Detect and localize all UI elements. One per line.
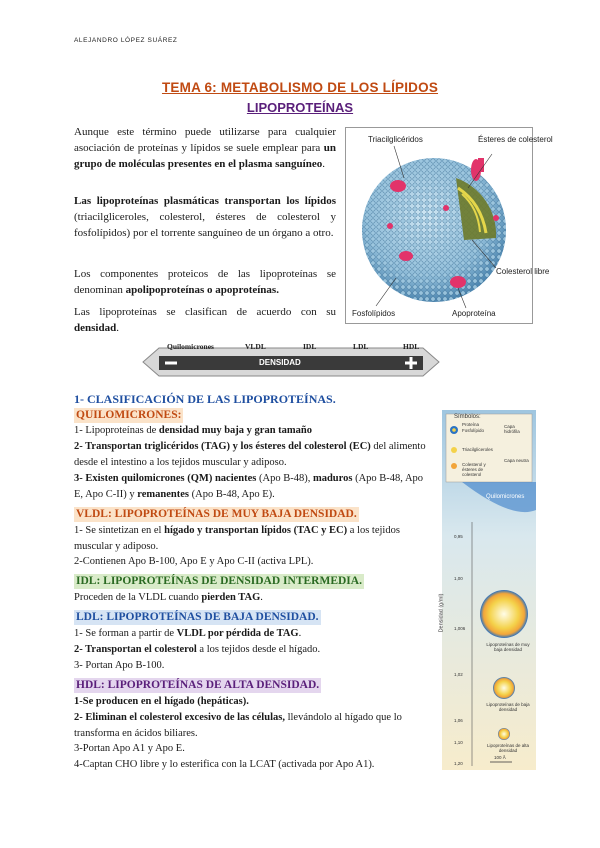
legend-capa-neutra: Capa neutra xyxy=(504,458,529,463)
label-fosfolipidos: Fosfolípidos xyxy=(352,309,396,318)
page-title: TEMA 6: METABOLISMO DE LOS LÍPIDOS xyxy=(161,80,439,95)
density-label-vldl: VLDL xyxy=(245,342,266,351)
intro-paragraph-1: Aunque este término puede utilizarse para cualquier asociación de proteínas y lípidos se suele emplear para un grupo de moléculas presentes en el plasma sanguíneo. xyxy=(74,126,336,170)
legend-title: Símbolos: xyxy=(454,414,481,420)
tick-120: 1,20 xyxy=(454,761,463,766)
tick-100: 1,00 xyxy=(454,576,463,581)
density-axis-label: Densidad (g/ml) xyxy=(438,593,445,633)
vldl-line-2: 2-Contienen Apo B-100, Apo E y Apo C-II (activa LPL). xyxy=(74,556,314,567)
quilo-line-1: 1- Lipoproteínas de densidad muy baja y gran tamaño xyxy=(74,425,313,436)
hdl-line-1: 1-Se producen en el hígado (hepáticas). xyxy=(74,696,249,707)
quilo-line-3: 3- Existen quilomicrones (QM) nacientes (Apo B-48), maduros (Apo B-48, Apo E, Apo C-II) y remanentes (Apo B-48, Apo E). xyxy=(74,473,424,500)
vldl-line-1: 1- Se sintetizan en el hígado y transportan lípidos (TAC y EC) a los tejidos muscular y adiposo. xyxy=(74,525,400,552)
section-heading: 1- CLASIFICACIÓN DE LAS LIPOPROTEÍNAS. xyxy=(74,392,336,406)
density-center-label: DENSIDAD xyxy=(259,358,301,367)
hdl-heading: HDL: LIPOPROTEÍNAS DE ALTA DENSIDAD. xyxy=(76,679,320,691)
density-bar xyxy=(141,336,441,388)
quilomicrones-label: Quilomicrones xyxy=(486,494,525,500)
label-esteres: Ésteres de colesterol xyxy=(478,135,553,144)
legend-colesterol: Colesterol y ésteres de colesterol xyxy=(462,462,486,477)
quilomicrones-heading: QUILOMICRONES: xyxy=(76,409,182,421)
vldl-heading: VLDL: LIPOPROTEÍNAS DE MUY BAJA DENSIDAD. xyxy=(76,508,357,520)
lipoprotein-structure-figure xyxy=(345,127,553,324)
intro-paragraph-2: Las lipoproteínas plasmáticas transportan los lípidos (triacilgliceroles, colesterol, ésteres de colesterol y fosfolípidos) por el torrente sanguíneo de un órgano a otro. xyxy=(74,195,336,239)
hdl-line-2: 2- Eliminan el colesterol excesivo de las células, llevándolo al hígado que lo transforma en ácidos biliares. xyxy=(74,712,402,739)
tick-1006: 1,006 xyxy=(454,626,466,631)
hdl-line-4: 4-Captan CHO libre y lo esterifica con la LCAT (activada por Apo A1). xyxy=(74,759,375,770)
ldl-line-1: 1- Se forman a partir de VLDL por pérdida de TAG. xyxy=(74,628,302,639)
density-label-idl: IDL xyxy=(303,342,317,351)
intro-paragraph-4: Las lipoproteínas se clasifican de acuerdo con su densidad. xyxy=(74,306,336,334)
density-label-hdl: HDL xyxy=(403,342,420,351)
tick-106: 1,06 xyxy=(454,718,463,723)
quilo-line-2: 2- Transportan triglicéridos (TAG) y los ésteres del colesterol (EC) del alimento desde el intestino a los tejidos muscular y adiposo. xyxy=(74,441,426,468)
tick-110: 1,10 xyxy=(454,740,463,745)
legend-fosfolipido: Fosfolípido xyxy=(462,428,485,433)
density-figure xyxy=(438,410,536,770)
tick-102: 1,02 xyxy=(454,672,463,677)
density-label-ldl: LDL xyxy=(353,342,369,351)
idl-heading: IDL: LIPOPROTEÍNAS DE DENSIDAD INTERMEDIA. xyxy=(76,575,362,587)
legend-capa-hidrofila: Capa hidrófila xyxy=(504,424,520,434)
label-apoproteina: Apoproteína xyxy=(452,309,496,318)
legend-proteina: Proteína xyxy=(462,422,480,427)
legend-triacil: Triacilgliceroles xyxy=(462,447,493,452)
density-label-quilomicrones: Quilomicrones xyxy=(167,342,214,351)
ldl-heading: LDL: LIPOPROTEÍNAS DE BAJA DENSIDAD. xyxy=(76,611,319,623)
page-subtitle: LIPOPROTEÍNAS xyxy=(246,100,354,115)
ldl-line-2: 2- Transportan el colesterol a los tejidos desde el hígado. xyxy=(74,644,321,655)
scale-label: 100 Å xyxy=(494,755,506,760)
lipoprotein-structure-diagram xyxy=(346,128,553,323)
idl-line-1: Proceden de la VLDL cuando pierden TAG. xyxy=(74,592,263,603)
author-name: ALEJANDRO LÓPEZ SUÁREZ xyxy=(74,37,178,44)
ldl-line-3: 3- Portan Apo B-100. xyxy=(74,660,165,671)
label-triacil: Triacilglicéridos xyxy=(368,135,423,144)
hdl-figure-label: Lipoproteínas de alta densidad xyxy=(486,743,530,753)
label-colesterol: Colesterol libre xyxy=(496,267,550,276)
intro-paragraph-3: Los componentes proteicos de las lipoproteínas se denominan apolipoproteínas o apoproteínas. xyxy=(74,268,336,296)
vldl-figure-label: Lipoproteínas de muy baja densidad xyxy=(486,642,530,652)
tick-095: 0,95 xyxy=(454,534,463,539)
ldl-figure-label: Lipoproteínas de baja densidad xyxy=(486,702,530,712)
hdl-line-3: 3-Portan Apo A1 y Apo E. xyxy=(74,743,185,754)
